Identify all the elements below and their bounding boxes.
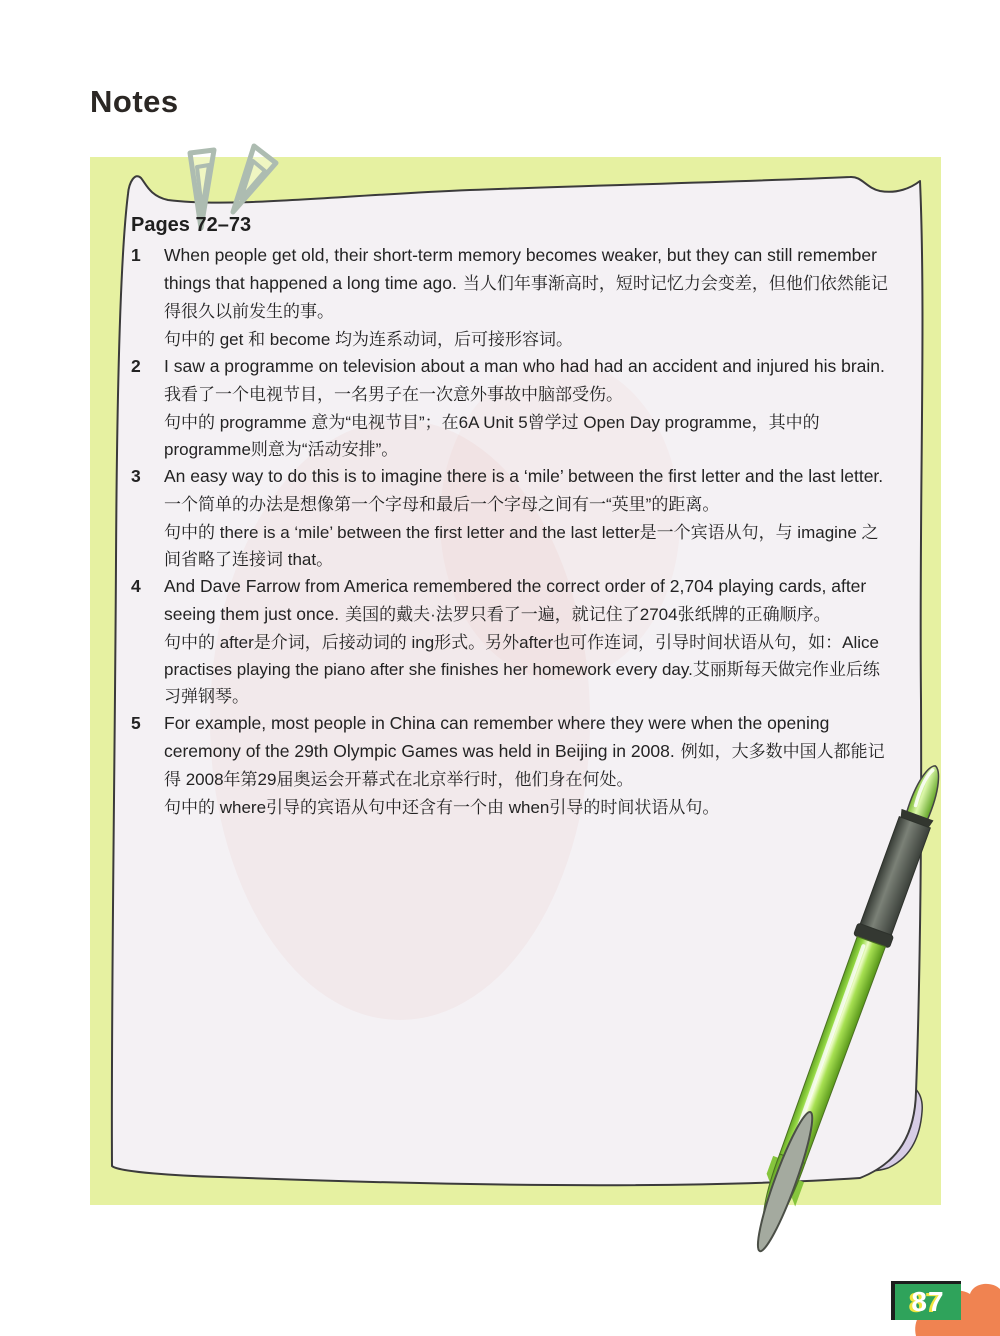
item-chinese: 一个简单的办法是想像第一个字母和最后一个字母之间有一“英里”的距离。 <box>164 495 720 514</box>
item-number: 2 <box>131 356 141 376</box>
item-chinese: 我看了一个电视节目，一名男子在一次意外事故中脑部受伤。 <box>164 385 623 404</box>
item-english: For example, most people in China can remember where they were when the opening ceremony of the 29th Olympic Games was held in Beijing in 2008. <box>164 713 830 761</box>
note-item-5 <box>131 710 893 821</box>
section-title: Pages 72–73 <box>131 214 252 236</box>
item-note: 句中的 where引导的宾语从句中还含有一个由 when引导的时间状语从句。 <box>164 798 720 817</box>
item-note: 句中的 get 和 become 均为连系动词，后可接形容词。 <box>164 330 574 349</box>
page-title: Notes <box>90 84 179 119</box>
item-note: 句中的 there is a ‘mile’ between the first letter and the last letter是一个宾语从句，与 imagine 之间省略了连接词 that。 <box>164 523 879 569</box>
item-english: And Dave Farrow from America remembered the correct order of 2,704 playing cards, after seeing them just once. <box>164 576 867 624</box>
item-english: When people get old, their short-term memory becomes weaker, but they can still remember things that happened a long time ago. <box>164 245 877 293</box>
notes-panel <box>131 212 893 821</box>
note-item-1 <box>131 242 893 353</box>
page-number-badge: 87 <box>891 1281 961 1320</box>
item-chinese: 美国的戴夫·法罗只看了一遍，就记住了2704张纸牌的正确顺序。 <box>345 605 831 624</box>
item-number: 5 <box>131 713 141 733</box>
item-note: 句中的 programme 意为“电视节目”；在6A Unit 5曾学过 Open Day programme，其中的 programme则意为“活动安排”。 <box>164 413 820 459</box>
item-chinese: 例如，大多数中国人都能记得 2008年第29届奥运会开幕式在北京举行时，他们身在何处。 <box>164 742 885 789</box>
item-english: An easy way to do this is to imagine there is a ‘mile’ between the first letter and the last letter. <box>164 466 884 486</box>
item-chinese: 当人们年事渐高时，短时记忆力会变差，但他们依然能记得很久以前发生的事。 <box>164 274 888 321</box>
item-number: 1 <box>131 245 141 265</box>
note-item-4 <box>131 573 893 710</box>
note-item-2 <box>131 353 893 463</box>
item-note: 句中的 after是介词，后接动词的 ing形式。另外after也可作连词，引导时间状语从句，如：Alice practises playing the piano after she finishes her homework every day.艾丽斯每天做完作业后练习弹钢琴。 <box>164 633 880 706</box>
note-item-3 <box>131 463 893 573</box>
item-number: 4 <box>131 576 141 596</box>
item-english: I saw a programme on television about a man who had had an accident and injured his brain. <box>164 356 885 376</box>
item-number: 3 <box>131 466 141 486</box>
